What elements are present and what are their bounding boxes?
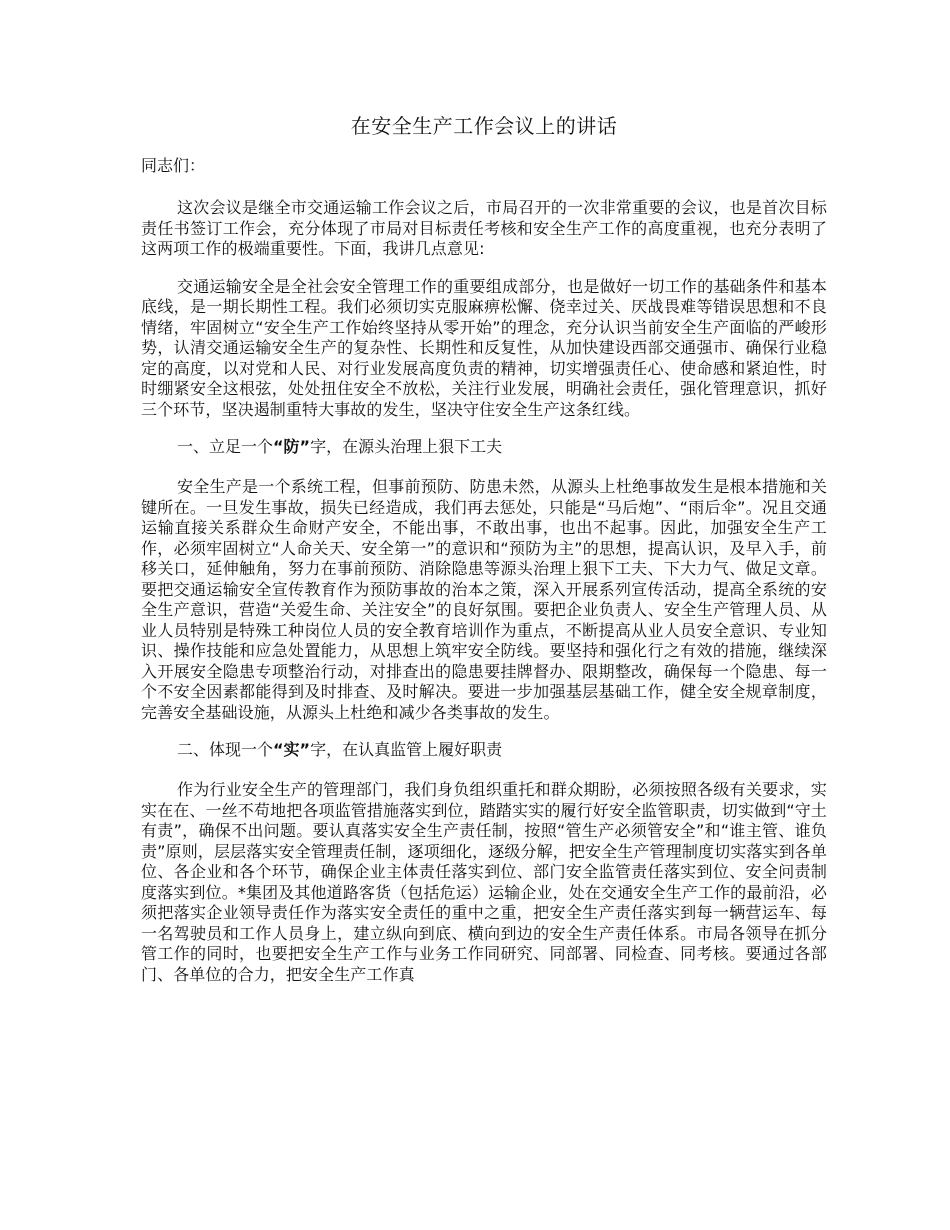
section-heading-1-key: “防” (273, 437, 311, 456)
section-heading-1 (141, 437, 827, 457)
intro-paragraph: 这次会议是继全市交通运输工作会议之后，市局召开的一次非常重要的会议，也是首次目标责任书签订工作会，充分体现了市局对目标责任考核和安全生产工作的高度重视，也充分表明了这两项工作的极端重要性。下面，我讲几点意见: (141, 198, 827, 258)
section-heading-2-key: “实” (273, 740, 311, 759)
section-heading-2-suffix: 字，在认真监管上履好职责 (310, 740, 503, 759)
salutation: 同志们： (141, 156, 206, 175)
section-heading-1-prefix: 一、立足一个 (177, 437, 274, 456)
section-heading-2 (141, 740, 827, 760)
document-page (141, 112, 827, 1002)
section-heading-2-prefix: 二、体现一个 (177, 740, 274, 759)
section-1-paragraph: 安全生产是一个系统工程，但事前预防、防患未然，从源头上杜绝事故发生是根本措施和关键所在。一旦发生事故，损失已经造成，我们再去惩处，只能是“马后炮”、“雨后伞”。况且交通运输直接关系群众生命财产安全，不能出事，不敢出事，也出不起事。因此，加强安全生产工作，必须牢固树立“人命关天、安全第一”的意识和“预防为主”的思想，提高认识，及早入手，前移关口，延伸触角，努力在事前预防、消除隐患等源头治理上狠下工夫、下大力气、做足文章。要把交通运输安全宣传教育作为预防事故的治本之策，深入开展系列宣传活动，提高全系统的安全生产意识，营造“关爱生命、关注安全”的良好氛围。要把企业负责人、安全生产管理人员、从业人员特别是特殊工种岗位人员的安全教育培训作为重点，不断提高从业人员安全意识、专业知识、操作技能和应急处置能力，从思想上筑牢安全防线。要坚持和强化行之有效的措施，继续深入开展安全隐患专项整治行动，对排查出的隐患要挂牌督办、限期整改，确保每一个隐患、每一个不安全因素都能得到及时排查、及时解决。要进一步加强基层基础工作，健全安全规章制度，完善安全基础设施，从源头上杜绝和减少各类事故的发生。 (141, 477, 827, 722)
overview-paragraph: 交通运输安全是全社会安全管理工作的重要组成部分，也是做好一切工作的基础条件和基本底线，是一期长期性工程。我们必须切实克服麻痹松懈、侥幸过关、厌战畏难等错误思想和不良情绪，牢固树立“安全生产工作始终坚持从零开始”的理念，充分认识当前安全生产面临的严峻形势，认清交通运输安全生产的复杂性、长期性和反复性，从加快建设西部交通强市、确保行业稳定的高度，以对党和人民、对行业发展高度负责的精神，切实增强责任心、使命感和紧迫性，时时绷紧安全这根弦，处处扭住安全不放松，关注行业发展，明确社会责任，强化管理意识，抓好三个环节，坚决遏制重特大事故的发生，坚决守住安全生产这条红线。 (141, 276, 827, 419)
section-heading-1-suffix: 字，在源头治理上狠下工夫 (310, 437, 503, 456)
section-2-paragraph: 作为行业安全生产的管理部门，我们身负组织重托和群众期盼，必须按照各级有关要求，实实在在、一丝不苟地把各项监管措施落实到位，踏踏实实的履行好安全监管职责，切实做到“守土有责”，确保不出问题。要认真落实安全生产责任制，按照“管生产必须管安全”和“谁主管、谁负责”原则，层层落实安全管理责任制，逐项细化，逐级分解，把安全生产管理制度切实落实到各单位、各企业和各个环节，确保企业主体责任落实到位、部门安全监管责任落实到位、安全问责制度落实到位。*集团及其他道路客货（包括危运）运输企业，处在交通安全生产工作的最前沿，必须把落实企业领导责任作为落实安全责任的重中之重，把安全生产责任落实到每一辆营运车、每一名驾驶员和工作人员身上，建立纵向到底、横向到边的安全生产责任体系。市局各领导在抓分管工作的同时，也要把安全生产工作与业务工作同研究、同部署、同检查、同考核。要通过各部门、各单位的合力，把安全生产工作真 (141, 780, 827, 984)
page-title: 在安全生产工作会议上的讲话 (350, 114, 618, 138)
